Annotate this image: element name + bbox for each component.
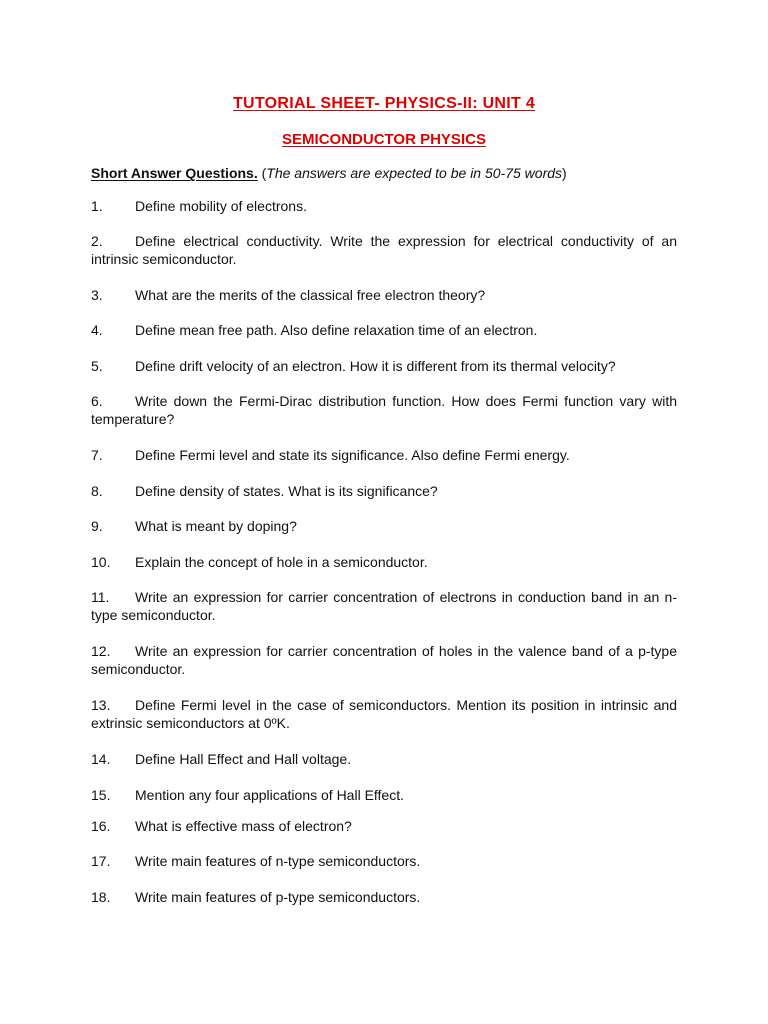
question-number: 13.: [91, 697, 111, 713]
question-number: 5.: [91, 358, 103, 374]
question-item: [91, 197, 677, 215]
question-item: [91, 817, 677, 835]
question-text: Define mean free path. Also define relaxation time of an electron.: [135, 322, 538, 338]
note-open: (: [257, 165, 267, 181]
question-item: [91, 482, 677, 500]
question-number: 7.: [91, 447, 103, 463]
page-subtitle: SEMICONDUCTOR PHYSICS: [282, 131, 486, 148]
question-item: [91, 321, 677, 339]
question-text: Write an expression for carrier concentration of holes in the valence band of a p-type semiconductor.: [91, 643, 677, 677]
question-text: What is effective mass of electron?: [135, 818, 352, 834]
question-number: 4.: [91, 322, 103, 338]
question-text: Write down the Fermi-Dirac distribution function. How does Fermi function vary with temperature?: [91, 393, 677, 427]
question-number: 6.: [91, 393, 103, 409]
note-close: ): [562, 165, 567, 181]
question-text: What is meant by doping?: [135, 518, 297, 534]
question-number: 2.: [91, 233, 103, 249]
question-item: [91, 888, 677, 906]
question-text: Define Fermi level in the case of semiconductors. Mention its position in intrinsic and extrinsic semiconductors at 0ºK.: [91, 697, 677, 731]
question-item: [91, 696, 677, 732]
page-title: TUTORIAL SHEET- PHYSICS-II: UNIT 4: [232, 95, 536, 112]
question-text: Write main features of n-type semiconductors.: [135, 853, 421, 869]
question-text: Define electrical conductivity. Write the expression for electrical conductivity of an intrinsic semiconductor.: [91, 233, 677, 267]
question-number: 11.: [91, 589, 110, 605]
question-item: [91, 642, 677, 678]
question-item: [91, 232, 677, 268]
question-item: [91, 357, 677, 375]
question-number: 10.: [91, 554, 111, 570]
section-heading: Short Answer Questions.: [91, 165, 258, 181]
question-item: [91, 446, 677, 464]
question-text: Define density of states. What is its significance?: [135, 483, 438, 499]
question-text: Mention any four applications of Hall Effect.: [135, 787, 405, 803]
question-text: Write an expression for carrier concentration of electrons in conduction band in an n-type semiconductor.: [91, 589, 677, 623]
question-number: 1.: [91, 198, 103, 214]
question-item: [91, 588, 677, 624]
question-number: 15.: [91, 787, 111, 803]
question-item: [91, 750, 677, 768]
question-text: Define mobility of electrons.: [135, 198, 307, 214]
question-item: [91, 553, 677, 571]
question-number: 8.: [91, 483, 103, 499]
question-number: 9.: [91, 518, 103, 534]
question-text: Define drift velocity of an electron. How it is different from its thermal velocity?: [135, 358, 616, 374]
section-heading-line: [91, 165, 677, 182]
question-number: 12.: [91, 643, 111, 659]
question-number: 14.: [91, 751, 111, 767]
section-note: The answers are expected to be in 50-75 words: [266, 165, 563, 181]
question-text: What are the merits of the classical free electron theory?: [135, 287, 486, 303]
question-number: 17.: [91, 853, 111, 869]
question-item: [91, 392, 677, 428]
question-text: Explain the concept of hole in a semiconductor.: [135, 554, 428, 570]
question-number: 16.: [91, 818, 111, 834]
question-item: [91, 786, 677, 804]
question-item: [91, 286, 677, 304]
question-number: 3.: [91, 287, 103, 303]
question-number: 18.: [91, 889, 111, 905]
question-item: [91, 852, 677, 870]
question-text: Write main features of p-type semiconductors.: [135, 889, 421, 905]
question-text: Define Hall Effect and Hall voltage.: [135, 751, 352, 767]
question-text: Define Fermi level and state its significance. Also define Fermi energy.: [135, 447, 570, 463]
question-item: [91, 517, 677, 535]
